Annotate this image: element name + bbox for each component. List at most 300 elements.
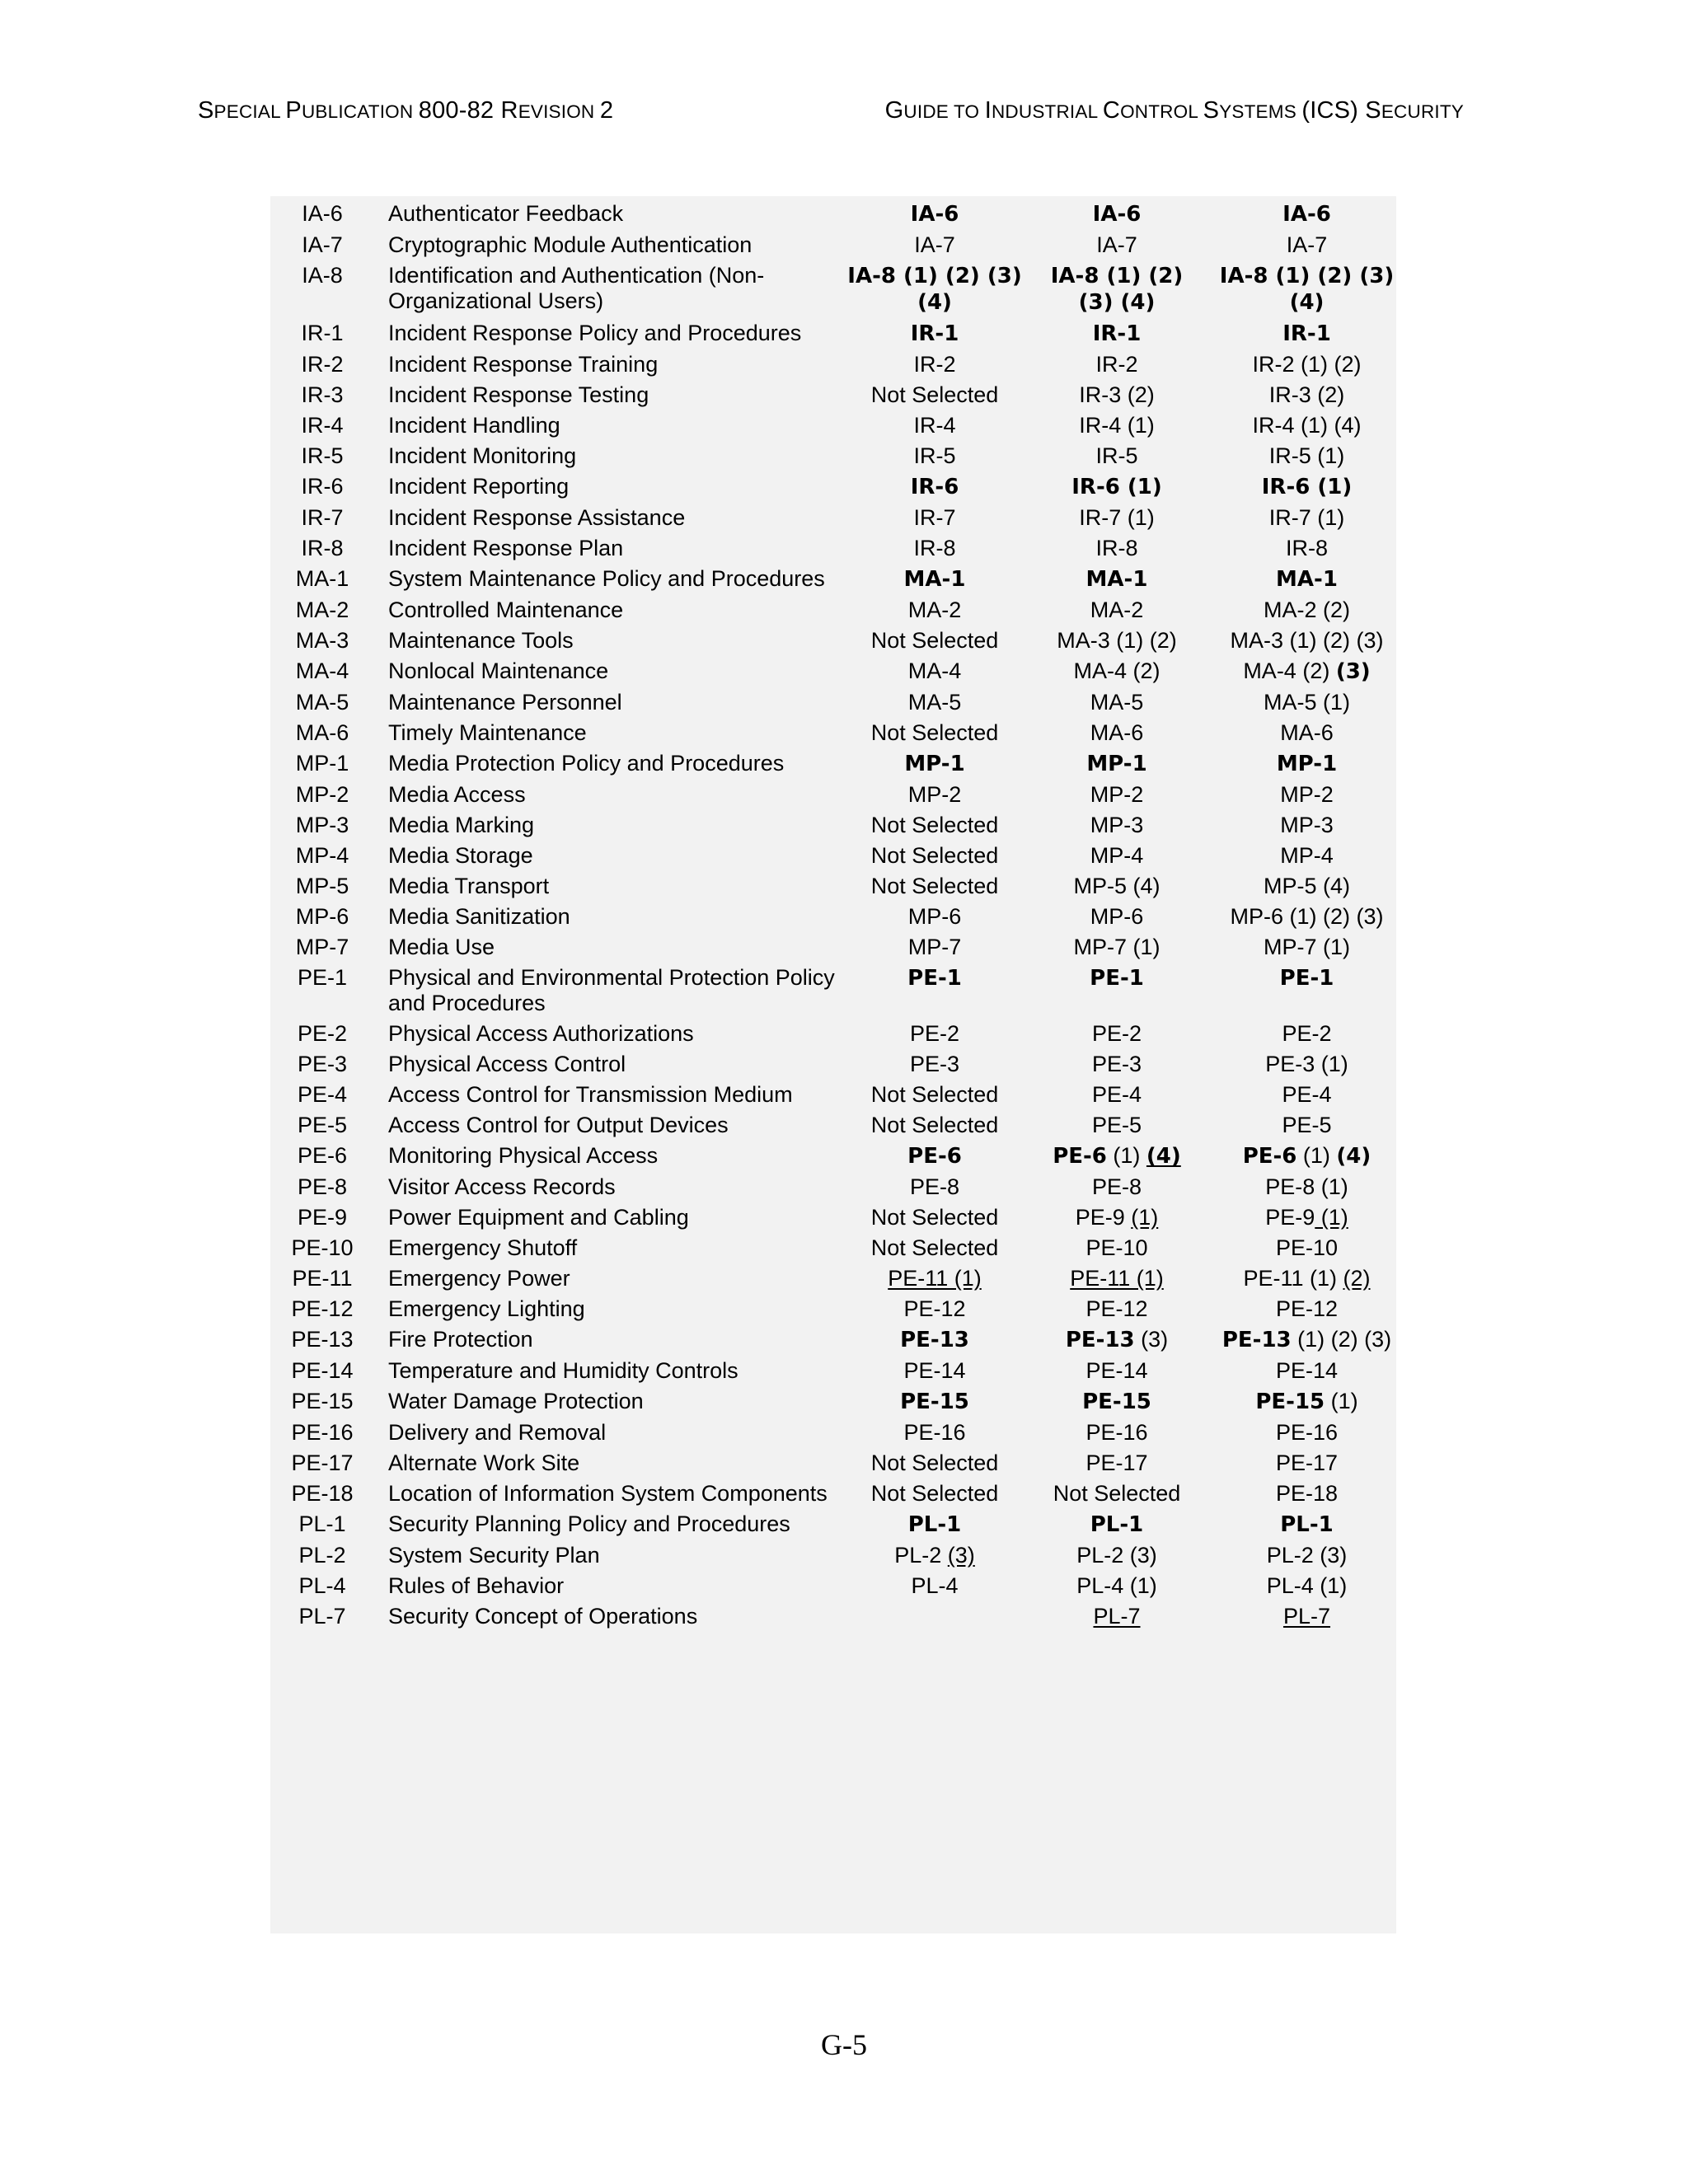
high-baseline-cell — [1203, 258, 1410, 316]
control-name-cell: Emergency Lighting — [388, 1296, 585, 1321]
baseline-text: PE-3 (1) — [1265, 1052, 1348, 1076]
low-baseline-cell — [839, 593, 1030, 623]
table-row — [270, 438, 1410, 469]
baseline-text: IR-5 — [1095, 443, 1138, 468]
baseline-text: IR-4 — [913, 413, 956, 438]
baseline-text: PE-17 — [1085, 1451, 1148, 1475]
baseline-text: MP-2 — [1090, 782, 1144, 807]
control-name-cell: Location of Information System Components — [388, 1481, 828, 1506]
moderate-baseline-cell — [1030, 227, 1203, 258]
header-text-segment: YSTEMS — [1219, 101, 1302, 122]
low-baseline-cell — [839, 1016, 1030, 1047]
control-id-cell: PE-13 — [291, 1327, 354, 1352]
baseline-text: MP-5 (4) — [1073, 874, 1160, 898]
baseline-text: MP-6 — [907, 904, 962, 929]
control-id-cell: IR-8 — [301, 536, 344, 560]
high-baseline-cell — [1203, 838, 1410, 869]
baseline-text: PE-12 — [903, 1296, 966, 1321]
baseline-text: MA-6 — [1090, 720, 1144, 745]
high-baseline-cell — [1203, 1353, 1410, 1384]
table-row — [270, 1047, 1410, 1077]
moderate-baseline-cell — [1030, 258, 1203, 316]
control-name-cell: Media Use — [388, 935, 495, 959]
baseline-text: PE-6 — [907, 1144, 962, 1169]
control-id-cell: MP-5 — [295, 874, 349, 898]
control-name-cell: Security Planning Policy and Procedures — [388, 1511, 790, 1536]
low-baseline-cell — [839, 808, 1030, 838]
low-baseline-cell — [839, 438, 1030, 469]
baseline-text: MA-2 — [1090, 598, 1144, 622]
control-id-cell: IA-6 — [302, 201, 343, 226]
baseline-text: PL-1 — [1280, 1512, 1334, 1537]
moderate-baseline-cell — [1030, 1169, 1203, 1200]
control-id-cell: IR-7 — [301, 505, 344, 530]
control-name-cell: Incident Response Policy and Procedures — [388, 321, 802, 345]
high-baseline-cell — [1203, 899, 1410, 930]
high-baseline-cell — [1203, 1476, 1410, 1507]
baseline-text: IA-7 — [1096, 232, 1137, 257]
low-baseline-cell — [839, 1108, 1030, 1138]
moderate-baseline-cell — [1030, 1138, 1203, 1169]
control-id-cell: MA-2 — [295, 598, 349, 622]
control-id-cell: PE-11 — [292, 1266, 353, 1291]
baseline-text: IR-2 (1) (2) — [1252, 352, 1362, 377]
baseline-text: PL-1 — [907, 1512, 962, 1537]
baseline-text: IA-7 — [1286, 232, 1328, 257]
baseline-text: IR-7 (1) — [1268, 505, 1345, 530]
low-baseline-cell — [839, 715, 1030, 746]
control-id-cell: IR-6 — [301, 474, 344, 499]
baseline-text: MP-6 (1) (2) (3) — [1230, 904, 1384, 929]
control-name-cell: Temperature and Humidity Controls — [388, 1358, 738, 1383]
baseline-text: (1) — [1131, 1205, 1159, 1230]
high-baseline-cell — [1203, 1230, 1410, 1261]
low-baseline-cell — [839, 408, 1030, 438]
low-baseline-cell — [839, 316, 1030, 347]
baseline-text: PL-1 — [1090, 1512, 1144, 1537]
high-baseline-cell — [1203, 438, 1410, 469]
table-row — [270, 930, 1410, 960]
control-name-cell: System Security Plan — [388, 1543, 600, 1568]
table-row — [270, 1322, 1410, 1353]
table-row — [270, 1599, 1410, 1629]
baseline-text: Not Selected — [870, 1205, 999, 1230]
control-id-cell: PE-18 — [291, 1481, 354, 1506]
control-id-cell: PE-12 — [291, 1296, 354, 1321]
control-id-cell: MP-3 — [295, 813, 349, 837]
control-name-cell: Media Protection Policy and Procedures — [388, 751, 785, 776]
baseline-text: PE-8 (1) — [1265, 1174, 1348, 1199]
moderate-baseline-cell — [1030, 1538, 1203, 1568]
baseline-text: IR-4 (1) (4) — [1252, 413, 1362, 438]
baseline-text: PE-4 — [1282, 1082, 1332, 1107]
baseline-text: MA-4 (2) — [1073, 658, 1160, 683]
high-baseline-cell — [1203, 227, 1410, 258]
table-row — [270, 1077, 1410, 1108]
moderate-baseline-cell — [1030, 196, 1203, 227]
control-name-cell: Incident Response Plan — [388, 536, 624, 560]
moderate-baseline-cell — [1030, 561, 1203, 593]
control-id-cell: MA-4 — [295, 658, 349, 683]
baseline-text: PE-9 — [1265, 1205, 1315, 1230]
baseline-text: MP-2 — [1280, 782, 1334, 807]
baseline-text: PE-15 — [1255, 1390, 1325, 1414]
table-row — [270, 347, 1410, 377]
table-row — [270, 500, 1410, 531]
high-baseline-cell — [1203, 1322, 1410, 1353]
baseline-text: IR-6 (1) — [1071, 475, 1162, 499]
baseline-text: PE-2 — [909, 1021, 960, 1046]
low-baseline-cell — [839, 746, 1030, 777]
baseline-text: MP-6 — [1090, 904, 1144, 929]
baseline-text: MP-1 — [1276, 752, 1338, 776]
baseline-text: MA-6 — [1280, 720, 1334, 745]
control-id-cell: PE-15 — [291, 1389, 354, 1413]
control-name-cell: Physical Access Control — [388, 1052, 626, 1076]
high-baseline-cell — [1203, 347, 1410, 377]
moderate-baseline-cell — [1030, 1446, 1203, 1476]
high-baseline-cell — [1203, 623, 1410, 654]
control-name-cell: Media Storage — [388, 843, 533, 868]
baseline-text: PE-10 — [1275, 1235, 1339, 1260]
baseline-text: PE-16 — [903, 1420, 966, 1445]
control-name-cell: Maintenance Personnel — [388, 690, 622, 715]
baseline-text: PL-2 — [894, 1543, 948, 1568]
baseline-text: IR-7 (1) — [1079, 505, 1155, 530]
control-name-cell: Incident Response Training — [388, 352, 659, 377]
control-name-cell: Rules of Behavior — [388, 1573, 565, 1598]
control-name-cell: Timely Maintenance — [388, 720, 587, 745]
baseline-text: PE-16 — [1085, 1420, 1148, 1445]
control-name-cell: Identification and Authentication (Non-Organizational Users) — [388, 263, 765, 313]
header-text-segment: S — [198, 97, 214, 124]
table-row — [270, 469, 1410, 500]
low-baseline-cell — [839, 347, 1030, 377]
baseline-text: PL-2 (3) — [1076, 1543, 1157, 1568]
table-row — [270, 899, 1410, 930]
control-id-cell: PL-1 — [298, 1511, 346, 1536]
table-row — [270, 1507, 1410, 1538]
low-baseline-cell — [839, 1476, 1030, 1507]
baseline-text: (3) — [947, 1543, 975, 1568]
baseline-text: Not Selected — [870, 843, 999, 868]
low-baseline-cell — [839, 258, 1030, 316]
baseline-text: PE-11 (1) — [1070, 1266, 1164, 1291]
page-number: G-5 — [821, 2028, 867, 2061]
control-id-cell: PL-2 — [298, 1543, 346, 1568]
baseline-text: PE-14 — [1085, 1358, 1148, 1383]
high-baseline-cell — [1203, 593, 1410, 623]
moderate-baseline-cell — [1030, 377, 1203, 408]
baseline-text: PE-14 — [1275, 1358, 1339, 1383]
baseline-text: PE-2 — [1282, 1021, 1332, 1046]
control-name-cell: Physical Access Authorizations — [388, 1021, 694, 1046]
header-text-segment: ECURITY — [1381, 101, 1464, 122]
baseline-text: (4) — [1146, 1144, 1181, 1169]
moderate-baseline-cell — [1030, 1476, 1203, 1507]
baseline-text: MA-1 — [903, 567, 966, 592]
baseline-text: MP-1 — [1086, 752, 1147, 776]
control-id-cell: PE-16 — [291, 1420, 354, 1445]
low-baseline-cell — [839, 685, 1030, 715]
low-baseline-cell — [839, 1138, 1030, 1169]
baseline-text: (1) — [1106, 1143, 1146, 1168]
moderate-baseline-cell — [1030, 469, 1203, 500]
high-baseline-cell — [1203, 960, 1410, 1016]
baseline-text: MP-3 — [1280, 813, 1334, 837]
table-row — [270, 1446, 1410, 1476]
control-id-cell: IR-4 — [301, 413, 344, 438]
low-baseline-cell — [839, 1415, 1030, 1446]
table-row — [270, 1230, 1410, 1261]
baseline-text: MP-7 (1) — [1263, 935, 1350, 959]
moderate-baseline-cell — [1030, 1261, 1203, 1291]
high-baseline-cell — [1203, 1047, 1410, 1077]
high-baseline-cell — [1203, 715, 1410, 746]
baseline-text: IR-1 — [1092, 321, 1142, 346]
table-row — [270, 838, 1410, 869]
high-baseline-cell — [1203, 1446, 1410, 1476]
baseline-text: IA-6 — [910, 202, 959, 227]
low-baseline-cell — [839, 1077, 1030, 1108]
moderate-baseline-cell — [1030, 838, 1203, 869]
baseline-text: PE-1 — [1279, 966, 1334, 991]
baseline-text: PE-18 — [1275, 1481, 1339, 1506]
baseline-text: Not Selected — [870, 1235, 999, 1260]
baseline-text: MP-1 — [904, 752, 965, 776]
low-baseline-cell — [839, 1169, 1030, 1200]
low-baseline-cell — [839, 377, 1030, 408]
control-name-cell: Visitor Access Records — [388, 1174, 616, 1199]
baseline-text: IR-8 — [1285, 536, 1328, 560]
control-name-cell: Media Transport — [388, 874, 550, 898]
moderate-baseline-cell — [1030, 316, 1203, 347]
table-row — [270, 654, 1410, 685]
header-text-segment: UIDE TO — [903, 101, 985, 122]
high-baseline-cell — [1203, 1261, 1410, 1291]
baseline-text: (1) — [1325, 1389, 1358, 1413]
moderate-baseline-cell — [1030, 438, 1203, 469]
baseline-text: MP-5 (4) — [1263, 874, 1350, 898]
baseline-text: PE-6 — [1053, 1144, 1107, 1169]
control-id-cell: PE-17 — [291, 1451, 354, 1475]
baseline-text: PE-13 — [1221, 1328, 1292, 1352]
moderate-baseline-cell — [1030, 960, 1203, 1016]
header-text-segment: G — [884, 97, 904, 124]
header-text-segment: R — [500, 97, 518, 124]
baseline-text: Not Selected — [870, 628, 999, 653]
control-name-cell: Authenticator Feedback — [388, 201, 624, 226]
low-baseline-cell — [839, 469, 1030, 500]
baseline-text: MP-4 — [1280, 843, 1334, 868]
high-baseline-cell — [1203, 1291, 1410, 1322]
header-text-segment: NDUSTRIAL — [991, 101, 1103, 122]
baseline-text: IR-6 — [910, 475, 959, 499]
table-row — [270, 258, 1410, 316]
baseline-text: MP-4 — [1090, 843, 1144, 868]
table-row — [270, 377, 1410, 408]
baseline-text: IR-7 — [913, 505, 956, 530]
table-row — [270, 1291, 1410, 1322]
table-row — [270, 316, 1410, 347]
baseline-text: MA-5 — [1090, 690, 1144, 715]
low-baseline-cell — [839, 1538, 1030, 1568]
low-baseline-cell — [839, 531, 1030, 561]
control-id-cell: PE-8 — [297, 1174, 348, 1199]
baseline-text: PE-17 — [1275, 1451, 1339, 1475]
moderate-baseline-cell — [1030, 685, 1203, 715]
low-baseline-cell — [839, 654, 1030, 685]
baseline-text: IR-5 — [913, 443, 956, 468]
moderate-baseline-cell — [1030, 777, 1203, 808]
high-baseline-cell — [1203, 531, 1410, 561]
header-text-segment: S — [1203, 97, 1220, 124]
baseline-text: MA-1 — [1276, 567, 1338, 592]
moderate-baseline-cell — [1030, 1016, 1203, 1047]
control-name-cell: Access Control for Output Devices — [388, 1113, 729, 1137]
moderate-baseline-cell — [1030, 500, 1203, 531]
baseline-text: IA-6 — [1282, 202, 1331, 227]
control-id-cell: PE-10 — [291, 1235, 354, 1260]
table-row — [270, 623, 1410, 654]
table-row — [270, 1568, 1410, 1599]
low-baseline-cell — [839, 500, 1030, 531]
moderate-baseline-cell — [1030, 746, 1203, 777]
control-id-cell: PE-4 — [297, 1082, 348, 1107]
table-row — [270, 1353, 1410, 1384]
moderate-baseline-cell — [1030, 930, 1203, 960]
table-row — [270, 1538, 1410, 1568]
control-id-cell: MP-4 — [295, 843, 349, 868]
table-row — [270, 746, 1410, 777]
control-id-cell: PL-7 — [298, 1604, 346, 1629]
header-text-segment: EVISION — [518, 101, 600, 122]
table-row — [270, 1200, 1410, 1230]
control-name-cell: Fire Protection — [388, 1327, 533, 1352]
high-baseline-cell — [1203, 1415, 1410, 1446]
baseline-text: IR-2 — [1095, 352, 1138, 377]
baseline-text: PE-10 — [1085, 1235, 1148, 1260]
control-id-cell: MP-6 — [295, 904, 349, 929]
high-baseline-cell — [1203, 1016, 1410, 1047]
header-text-segment: I — [984, 97, 992, 124]
baseline-text: PL-4 — [911, 1573, 959, 1598]
baseline-text: PE-15 — [1082, 1390, 1151, 1414]
baseline-text: PE-4 — [1091, 1082, 1142, 1107]
baseline-text: MA-4 (2) — [1243, 658, 1336, 683]
control-name-cell: Media Marking — [388, 813, 535, 837]
baseline-text: Not Selected — [1053, 1481, 1181, 1506]
control-id-cell: PE-9 — [297, 1205, 348, 1230]
high-baseline-cell — [1203, 1200, 1410, 1230]
high-baseline-cell — [1203, 869, 1410, 899]
moderate-baseline-cell — [1030, 1230, 1203, 1261]
baseline-text: PE-1 — [1090, 966, 1144, 991]
baseline-text: (1) (2) (3) — [1291, 1327, 1392, 1352]
control-name-cell: Physical and Environmental Protection Policy and Procedures — [388, 965, 835, 1015]
control-id-cell: PE-5 — [297, 1113, 348, 1137]
table-row — [270, 1384, 1410, 1415]
control-name-cell: Water Damage Protection — [388, 1389, 644, 1413]
baseline-text: MP-3 — [1090, 813, 1144, 837]
low-baseline-cell — [839, 869, 1030, 899]
low-baseline-cell — [839, 623, 1030, 654]
control-table — [270, 196, 1410, 1629]
table-row — [270, 1108, 1410, 1138]
baseline-text: IR-1 — [1282, 321, 1331, 346]
baseline-text: PE-12 — [1275, 1296, 1339, 1321]
moderate-baseline-cell — [1030, 715, 1203, 746]
baseline-text: Not Selected — [870, 1082, 999, 1107]
baseline-text: IA-6 — [1092, 202, 1142, 227]
baseline-text: PE-14 — [903, 1358, 966, 1383]
baseline-text: MA-4 — [907, 658, 962, 683]
running-header-right — [885, 97, 1464, 124]
moderate-baseline-cell — [1030, 1507, 1203, 1538]
baseline-text: IA-7 — [914, 232, 955, 257]
control-id-cell: PL-4 — [298, 1573, 346, 1598]
table-row — [270, 1138, 1410, 1169]
control-name-cell: Incident Response Testing — [388, 382, 649, 407]
table-row — [270, 561, 1410, 593]
baseline-text: MP-7 — [907, 935, 962, 959]
control-id-cell: IR-5 — [301, 443, 344, 468]
table-row — [270, 196, 1410, 227]
baseline-text: PL-2 (3) — [1266, 1543, 1348, 1568]
control-baselines-table — [270, 196, 1396, 1933]
low-baseline-cell — [839, 227, 1030, 258]
baseline-text: IR-8 — [1095, 536, 1138, 560]
baseline-text: IR-3 (2) — [1079, 382, 1155, 407]
control-name-cell: Incident Handling — [388, 413, 560, 438]
header-text-segment: P — [285, 97, 302, 124]
low-baseline-cell — [839, 777, 1030, 808]
high-baseline-cell — [1203, 196, 1410, 227]
baseline-text: PE-11 (1) — [888, 1266, 982, 1291]
baseline-text: Not Selected — [870, 813, 999, 837]
control-id-cell: IR-1 — [301, 321, 344, 345]
header-text-segment: ONTROL — [1120, 101, 1203, 122]
moderate-baseline-cell — [1030, 1384, 1203, 1415]
baseline-text: PE-16 — [1275, 1420, 1339, 1445]
baseline-text: PL-4 (1) — [1266, 1573, 1348, 1598]
table-row — [270, 869, 1410, 899]
baseline-text: IR-5 (1) — [1268, 443, 1345, 468]
moderate-baseline-cell — [1030, 1108, 1203, 1138]
low-baseline-cell — [839, 561, 1030, 593]
control-id-cell: MP-7 — [295, 935, 349, 959]
control-id-cell: MP-2 — [295, 782, 349, 807]
table-row — [270, 1415, 1410, 1446]
low-baseline-cell — [839, 1446, 1030, 1476]
moderate-baseline-cell — [1030, 1200, 1203, 1230]
header-text-segment: C — [1102, 97, 1121, 124]
low-baseline-cell — [839, 1291, 1030, 1322]
control-id-cell: MA-3 — [295, 628, 349, 653]
control-id-cell: MP-1 — [295, 751, 349, 776]
high-baseline-cell — [1203, 808, 1410, 838]
high-baseline-cell — [1203, 1384, 1410, 1415]
moderate-baseline-cell — [1030, 1568, 1203, 1599]
control-name-cell: Incident Monitoring — [388, 443, 577, 468]
high-baseline-cell — [1203, 930, 1410, 960]
low-baseline-cell — [839, 1200, 1030, 1230]
header-text-segment: S — [1365, 97, 1381, 124]
baseline-text: PE-8 — [1091, 1174, 1142, 1199]
baseline-text: IR-8 — [913, 536, 956, 560]
high-baseline-cell — [1203, 408, 1410, 438]
control-name-cell: Maintenance Tools — [388, 628, 574, 653]
